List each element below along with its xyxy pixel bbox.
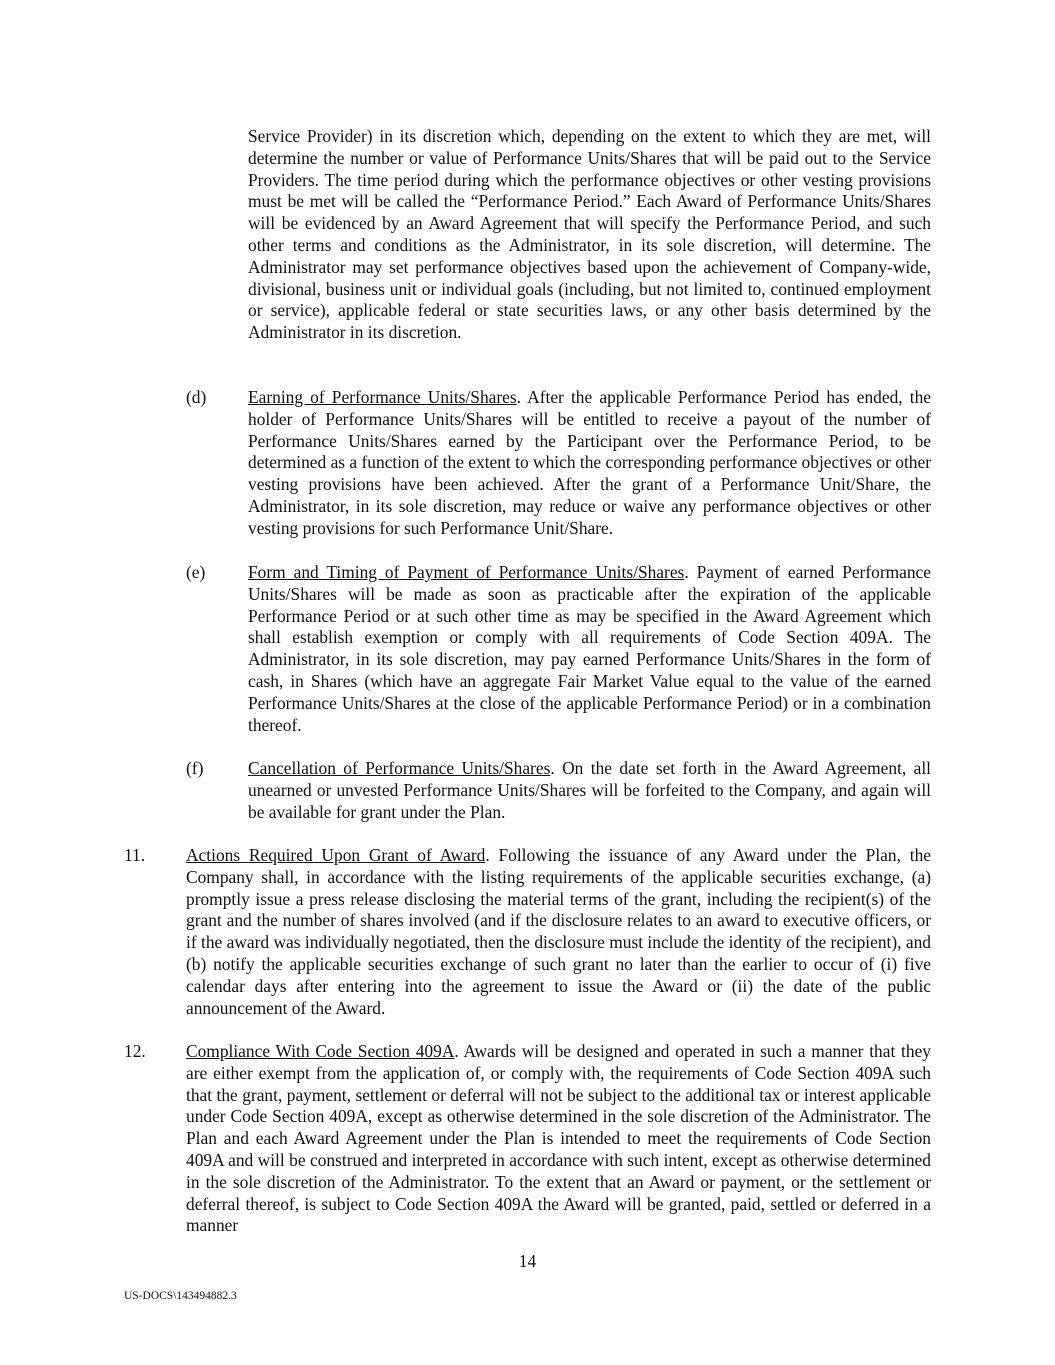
intro-paragraph: Service Provider) in its discretion which, depending on the extent to which they are met, will determine the number or value of Performance Units/Shares that will be paid out to the Service Providers. The time period during which the performance objectives or other vesting provisions must be met will be called the “Performance Period.” Each Award of Performance Units/Shares will be evidenced by an Award Agreement that will specify the Performance Period, and such other terms and conditions as the Administrator, in its sole discretion, will determine. The Administrator may set performance objectives based upon the achievement of Company-wide, divisional, business unit or individual goals (including, but not limited to, continued employment or service), applicable federal or state securities laws, or any other basis determined by the Administrator in its discretion. bbox=[248, 126, 931, 343]
section-number: 12. bbox=[124, 1041, 146, 1061]
subsection-heading: Cancellation of Performance Units/Shares bbox=[248, 758, 551, 778]
subsection-label: (d) bbox=[186, 387, 207, 407]
section-body: . Following the issuance of any Award under the Plan, the Company shall, in accordance with the listing requirements of the applicable securities exchange, (a) promptly issue a press release disclosing the material terms of the grant, including the recipient(s) of the grant and the number of shares involved (and if the disclosure relates to an award to executive officers, or if the award was individually negotiated, then the disclosure must include the identity of the recipient), and (b) notify the applicable securities exchange of such grant no later than the earlier to occur of (i) five calendar days after entering into the agreement to issue the Award or (ii) the date of the public announcement of the Award. bbox=[186, 845, 931, 1018]
section-text bbox=[186, 845, 931, 1019]
section-text bbox=[186, 1041, 931, 1237]
subsection-label: (e) bbox=[186, 562, 206, 582]
subsection-heading: Form and Timing of Payment of Performance Units/Shares bbox=[248, 562, 685, 582]
section-heading: Actions Required Upon Grant of Award bbox=[186, 845, 486, 865]
subsection-label: (f) bbox=[186, 758, 204, 778]
subsection-heading: Earning of Performance Units/Shares bbox=[248, 387, 517, 407]
subsection-body: . After the applicable Performance Period has ended, the holder of Performance Units/Shares will be entitled to receive a payout of the number of Performance Units/Shares earned by the Participant over the Performance Period, to be determined as a function of the extent to which the corresponding performance objectives or other vesting provisions have been achieved. After the grant of a Performance Unit/Share, the Administrator, in its sole discretion, may reduce or waive any performance objectives or other vesting provisions for such Performance Unit/Share. bbox=[248, 387, 931, 538]
subsection-text bbox=[248, 562, 931, 736]
subsection-text bbox=[248, 758, 931, 823]
subsection-f bbox=[186, 758, 931, 823]
section-heading: Compliance With Code Section 409A bbox=[186, 1041, 455, 1061]
subsection-text bbox=[248, 387, 931, 540]
section-number: 11. bbox=[124, 845, 146, 865]
subsection-body: . Payment of earned Performance Units/Shares will be made as soon as practicable after the expiration of the applicable Performance Period or at such other time as may be specified in the Award Agreement which shall establish exemption or comply with all requirements of Code Section 409A. The Administrator, in its sole discretion, may pay earned Performance Units/Shares in the form of cash, in Shares (which have an aggregate Fair Market Value equal to the value of the earned Performance Units/Shares at the close of the applicable Performance Period) or in a combination thereof. bbox=[248, 562, 931, 735]
subsection-d bbox=[186, 387, 931, 540]
page-number: 14 bbox=[518, 1251, 537, 1271]
subsection-e bbox=[186, 562, 931, 736]
subsection-body: . On the date set forth in the Award Agreement, all unearned or unvested Performance Units/Shares will be forfeited to the Company, and again will be available for grant under the Plan. bbox=[248, 758, 931, 822]
section-11 bbox=[124, 845, 931, 1019]
section-12 bbox=[124, 1041, 931, 1237]
section-body: . Awards will be designed and operated in such a manner that they are either exempt from the application of, or comply with, the requirements of Code Section 409A such that the grant, payment, settlement or deferral will not be subject to the additional tax or interest applicable under Code Section 409A, except as otherwise determined in the sole discretion of the Administrator. The Plan and each Award Agreement under the Plan is intended to meet the requirements of Code Section 409A and will be construed and interpreted in accordance with such intent, except as otherwise determined in the sole discretion of the Administrator. To the extent that an Award or payment, or the settlement or deferral thereof, is subject to Code Section 409A the Award will be granted, paid, settled or deferred in a manner bbox=[186, 1041, 931, 1236]
document-id: US-DOCS\143494882.3 bbox=[124, 1290, 237, 1302]
